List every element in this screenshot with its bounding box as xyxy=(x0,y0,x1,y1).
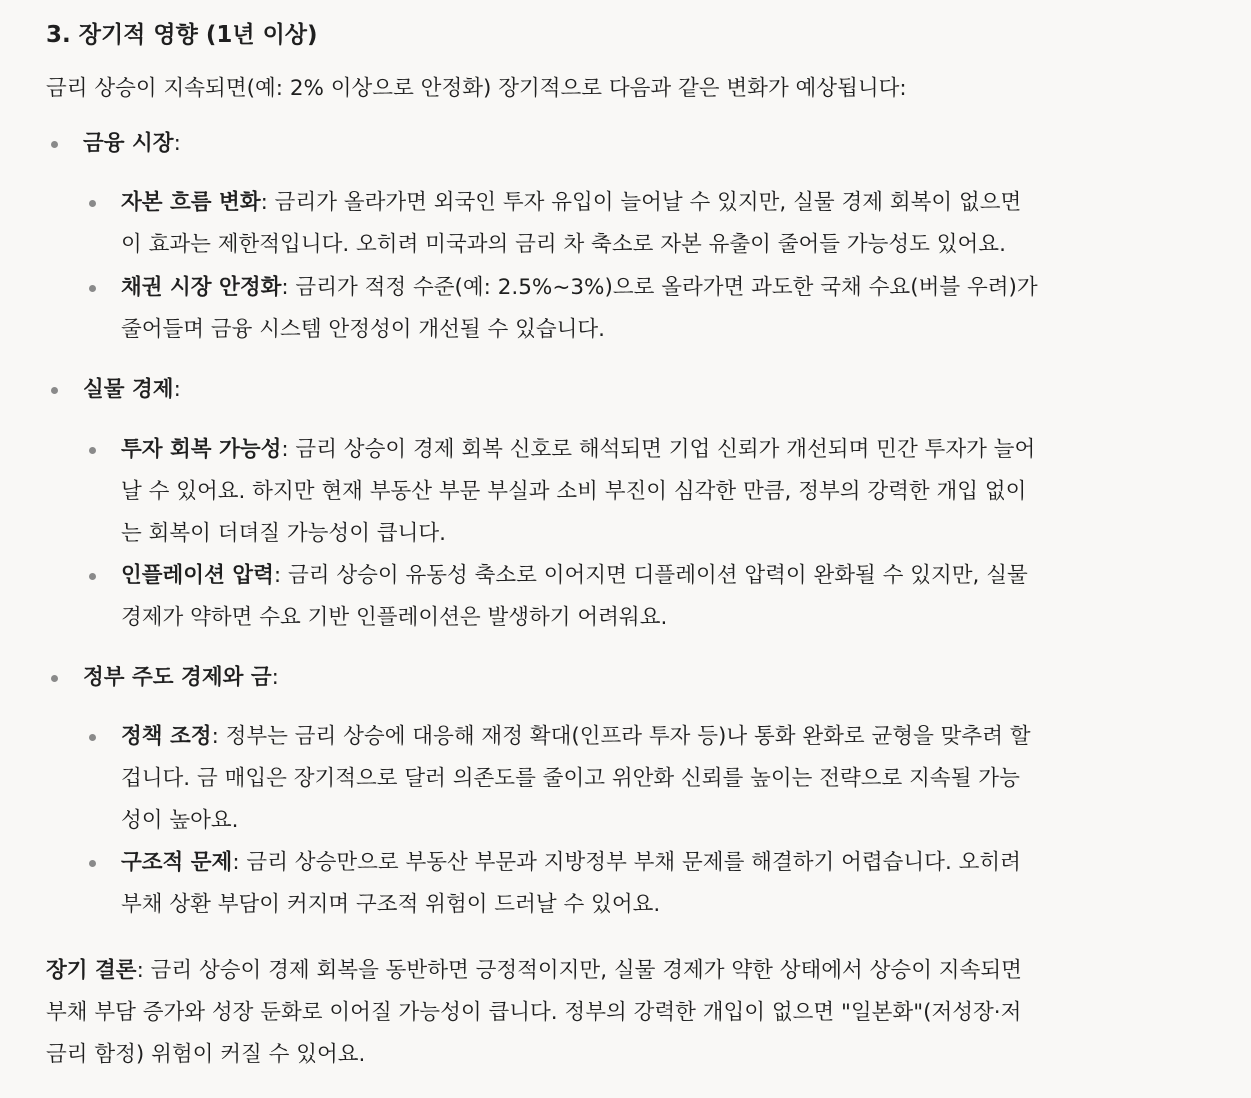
sub-bullet-capital-flow xyxy=(121,182,1021,266)
sub-bullet-title: 자본 흐름 변화 xyxy=(121,190,261,215)
sub-bullet-line xyxy=(121,716,1031,758)
bullet-title: 실물 경제 xyxy=(83,377,174,402)
bullet-real-economy xyxy=(83,369,181,411)
colon: : xyxy=(173,131,181,156)
bullet-title: 정부 주도 경제와 금 xyxy=(83,665,272,690)
sub-bullet-title: 인플레이션 압력 xyxy=(121,563,274,588)
sub-bullet-line: 이 효과는 제한적입니다. 오히려 미국과의 금리 차 축소로 자본 유출이 줄어들 가능성도 있어요. xyxy=(121,232,1006,257)
sub-bullet-text: : 정부는 금리 상승에 대응해 재정 확대(인프라 투자 등)나 통화 완화로 균형을 맞추려 할 xyxy=(211,724,1031,749)
bullet-title: 금융 시장 xyxy=(83,131,174,156)
sub-bullet-line: 겁니다. 금 매입은 장기적으로 달러 의존도를 줄이고 위안화 신뢰를 높이는 전략으로 지속될 가능 xyxy=(121,766,1020,791)
sub-bullet-line: 날 수 있어요. 하지만 현재 부동산 부문 부실과 소비 부진이 심각한 만큼, 정부의 강력한 개입 없이 xyxy=(121,479,1027,504)
bullet-government-economy-gold xyxy=(83,657,279,699)
conclusion-title: 장기 결론 xyxy=(46,958,137,983)
sub-bullet-structural-problem xyxy=(121,842,1021,926)
sub-bullet-inflation-pressure xyxy=(121,555,1028,639)
sub-bullet-line: 성이 높아요. xyxy=(121,808,239,833)
sub-bullet-line xyxy=(121,555,1028,597)
sub-bullet-line: 줄어들며 금융 시스템 안정성이 개선될 수 있습니다. xyxy=(121,317,605,342)
conclusion-line xyxy=(46,950,1022,992)
sub-bullet-text: : 금리가 올라가면 외국인 투자 유입이 늘어날 수 있지만, 실물 경제 회복이 없으면 xyxy=(260,190,1022,215)
sub-bullet-bond-market xyxy=(121,267,1038,351)
sub-bullet-text: : 금리가 적정 수준(예: 2.5%~3%)으로 올라가면 과도한 국채 수요(버블 우려)가 xyxy=(281,275,1038,300)
sub-bullet-text: : 금리 상승이 경제 회복 신호로 해석되면 기업 신뢰가 개선되며 민간 투자가 늘어 xyxy=(281,437,1036,462)
sub-bullet-text: : 금리 상승만으로 부동산 부문과 지방정부 부채 문제를 해결하기 어렵습니다. 오히려 xyxy=(232,850,1021,875)
sub-bullet-line: 경제가 약하면 수요 기반 인플레이션은 발생하기 어려워요. xyxy=(121,605,668,630)
colon: : xyxy=(173,377,181,402)
sub-bullet-line xyxy=(121,182,1021,224)
sub-bullet-policy-adjustment xyxy=(121,716,1031,842)
sub-bullet-line: 부채 상환 부담이 커지며 구조적 위험이 드러날 수 있어요. xyxy=(121,892,661,917)
bullet-financial-market xyxy=(83,123,181,165)
conclusion-paragraph xyxy=(46,950,1022,1076)
sub-bullet-line xyxy=(121,842,1021,884)
sub-bullet-title: 채권 시장 안정화 xyxy=(121,275,282,300)
sub-bullet-investment-recovery xyxy=(121,429,1035,555)
intro-paragraph: 금리 상승이 지속되면(예: 2% 이상으로 안정화) 장기적으로 다음과 같은 변화가 예상됩니다: xyxy=(46,76,907,101)
sub-bullet-line xyxy=(121,429,1035,471)
sub-bullet-line xyxy=(121,267,1038,309)
conclusion-line: 금리 함정) 위험이 커질 수 있어요. xyxy=(46,1042,366,1067)
conclusion-line: 부채 부담 증가와 성장 둔화로 이어질 가능성이 큽니다. 정부의 강력한 개입이 없으면 "일본화"(저성장·저 xyxy=(46,1000,1022,1025)
sub-bullet-title: 정책 조정 xyxy=(121,724,212,749)
sub-bullet-line: 는 회복이 더뎌질 가능성이 큽니다. xyxy=(121,521,446,546)
section-heading: 3. 장기적 영향 (1년 이상) xyxy=(46,22,318,48)
sub-bullet-title: 구조적 문제 xyxy=(121,850,233,875)
sub-bullet-title: 투자 회복 가능성 xyxy=(121,437,282,462)
colon: : xyxy=(271,665,279,690)
conclusion-text: : 금리 상승이 경제 회복을 동반하면 긍정적이지만, 실물 경제가 약한 상태에서 상승이 지속되면 xyxy=(136,958,1022,983)
sub-bullet-text: : 금리 상승이 유동성 축소로 이어지면 디플레이션 압력이 완화될 수 있지만, 실물 xyxy=(273,563,1028,588)
